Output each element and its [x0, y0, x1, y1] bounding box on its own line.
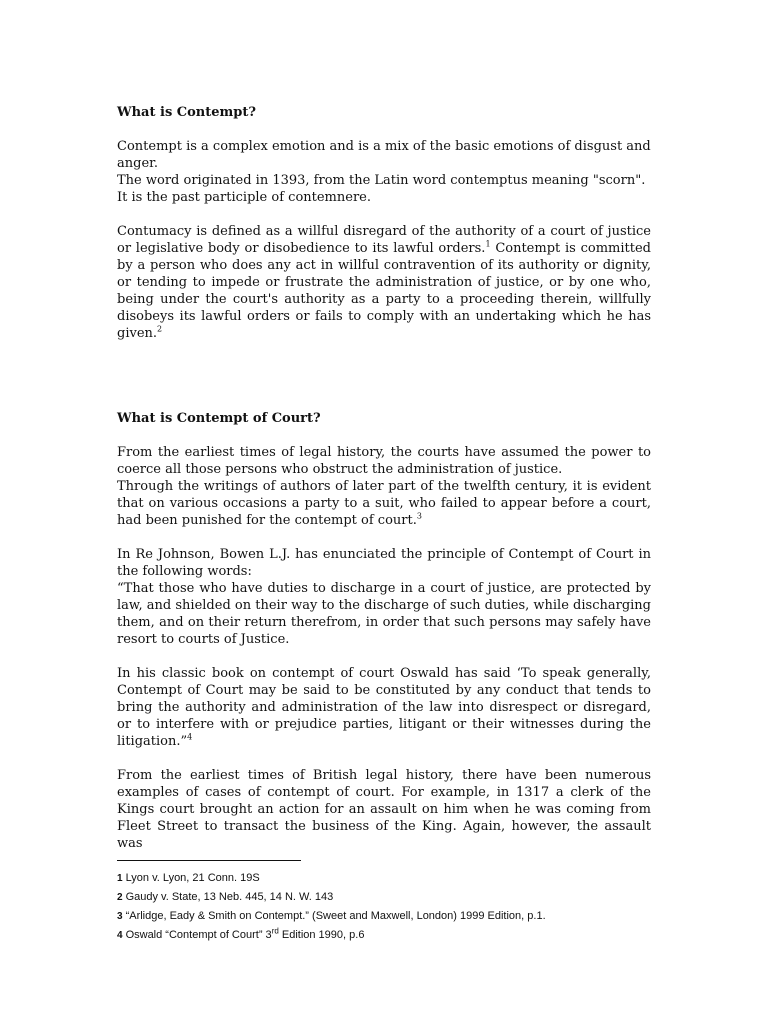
paragraph-british-history — [117, 767, 651, 852]
paragraph-definition — [117, 138, 651, 206]
footnote-1 — [117, 869, 651, 888]
paragraph-re-johnson — [117, 546, 651, 648]
footnote-divider — [117, 860, 301, 861]
section-heading-contempt: What is Contempt? — [117, 105, 257, 120]
footnote-text: Gaudy v. State, 13 Neb. 445, 14 N. W. 143 — [125, 891, 334, 903]
text-line: Contempt is a complex emotion and is a mix of the basic emotions of disgust and — [117, 139, 651, 154]
footnote-text: “Arlidge, Eady & Smith on Contempt.” (Sweet and Maxwell, London) 1999 Edition, p.1. — [125, 910, 546, 922]
text-line: anger. — [117, 156, 159, 171]
document-body — [117, 104, 651, 852]
footnote-ref-2: 2 — [157, 324, 163, 334]
footnote-text: Lyon v. Lyon, 21 Conn. 19S — [125, 872, 260, 884]
footnotes — [117, 869, 651, 945]
section-heading-contempt-of-court: What is Contempt of Court? — [117, 411, 321, 426]
paragraph-contumacy — [117, 223, 651, 342]
text-run: Through the writings of authors of later part of the twelfth century, it is evident that on various occasions a party to a suit, who failed to appear before a court, had been punished for the contempt of court. — [117, 479, 651, 528]
footnote-text: Oswald “Contempt of Court” 3 — [125, 929, 272, 941]
text-run: From the earliest times of British legal history, there have been numerous examples of cases of contempt of court. For example, in 1317 a clerk of the Kings court brought an action for an assault on him when he was coming from Fleet Street to transact the business of the King. Again, however, the assault was — [117, 768, 651, 851]
footnote-2 — [117, 888, 651, 907]
footnote-number: 2 — [117, 892, 123, 903]
footnote-3 — [117, 907, 651, 926]
footnote-ref-1: 1 — [485, 239, 491, 249]
text-line: It is the past participle of contemnere. — [117, 190, 371, 205]
footnote-number: 3 — [117, 911, 123, 922]
text-run: Contumacy is defined as a willful disregard of the authority of a court of justice or legislative body or disobedience to its lawful orders. — [117, 224, 651, 256]
paragraph-history — [117, 444, 651, 529]
footnote-ref-4: 4 — [187, 732, 193, 742]
quote-text: “That those who have duties to discharge in a court of justice, are protected by law, and shielded on their way to the discharge of such duties, while discharging them, and on their return therefrom, in order that such persons may safely have resort to courts of Justice. — [117, 581, 651, 647]
text-run: In Re Johnson, Bowen L.J. has enunciated the principle of Contempt of Court in the following words: — [117, 547, 651, 579]
footnote-number: 1 — [117, 873, 123, 884]
text-run: Contempt is committed by a person who does any act in willful contravention of its authority or dignity, or tending to impede or frustrate the administration of justice, or by one who, being under the court's authority as a party to a proceeding therein, willfully disobeys its lawful orders or fails to comply with an undertaking which he has given. — [117, 241, 652, 341]
text-line: The word originated in 1393, from the Latin word contemptus meaning "scorn". — [117, 173, 646, 188]
footnote-number: 4 — [117, 930, 123, 941]
footnote-text: Edition 1990, p.6 — [278, 929, 365, 941]
footnote-4 — [117, 926, 651, 945]
text-run: In his classic book on contempt of court Oswald has said ‘To speak generally, Contempt of Court may be said to be constituted by any conduct that tends to bring the authority and administration of the law into disrespect or disregard, or to interfere with or prejudice parties, litigant or their witnesses during the litigation.” — [117, 666, 651, 749]
footnote-superscript: rd — [271, 926, 279, 936]
paragraph-oswald — [117, 665, 651, 750]
text-run: From the earliest times of legal history, the courts have assumed the power to coerce all those persons who obstruct the administration of justice. — [117, 445, 651, 477]
footnote-ref-3: 3 — [416, 511, 422, 521]
